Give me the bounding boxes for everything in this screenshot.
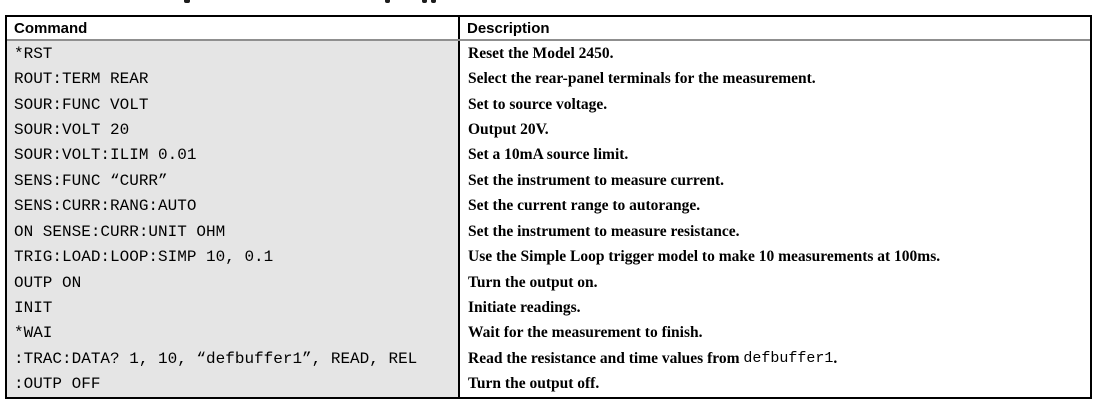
description-cell: Select the rear-panel terminals for the measurement. bbox=[460, 66, 1090, 91]
column-header-description: Description bbox=[467, 19, 550, 37]
command-cell: ON SENSE:CURR:UNIT OHM bbox=[7, 219, 460, 244]
description-cell: Set the current range to autorange. bbox=[460, 194, 1090, 219]
command-cell: SENS:CURR:RANG:AUTO bbox=[7, 194, 460, 219]
table-row bbox=[7, 117, 1090, 142]
description-cell: Turn the output off. bbox=[460, 371, 1090, 396]
cropped-caption-descender bbox=[385, 0, 390, 3]
table-row bbox=[7, 41, 1090, 66]
table-row bbox=[7, 295, 1090, 320]
command-cell: SOUR:VOLT 20 bbox=[7, 117, 460, 142]
cropped-caption-descender bbox=[422, 0, 427, 3]
table-row bbox=[7, 346, 1090, 371]
table-row bbox=[7, 244, 1090, 269]
description-cell: Reset the Model 2450. bbox=[460, 41, 1090, 66]
command-cell: *WAI bbox=[7, 321, 460, 346]
description-cell: Set the instrument to measure resistance. bbox=[460, 219, 1090, 244]
description-code: defbuffer1 bbox=[743, 350, 834, 368]
table-row bbox=[7, 143, 1090, 168]
description-text: . bbox=[833, 349, 838, 367]
command-cell: OUTP ON bbox=[7, 270, 460, 295]
description-cell: Set the instrument to measure current. bbox=[460, 168, 1090, 193]
table-header-row bbox=[7, 17, 1090, 41]
description-cell bbox=[460, 346, 1090, 371]
column-header-command: Command bbox=[7, 17, 460, 39]
description-text: Read the resistance and time values from bbox=[468, 349, 744, 367]
description-cell: Use the Simple Loop trigger model to make 10 measurements at 100ms. bbox=[460, 244, 1090, 269]
command-cell: SOUR:VOLT:ILIM 0.01 bbox=[7, 143, 460, 168]
description-cell: Initiate readings. bbox=[460, 295, 1090, 320]
table-row bbox=[7, 219, 1090, 244]
table-row bbox=[7, 194, 1090, 219]
table-row bbox=[7, 321, 1090, 346]
command-table bbox=[5, 15, 1092, 399]
table-row bbox=[7, 371, 1090, 396]
command-cell: :OUTP OFF bbox=[7, 371, 460, 396]
command-cell: :TRAC:DATA? 1, 10, “defbuffer1”, READ, REL bbox=[7, 346, 460, 371]
cropped-caption-descender bbox=[431, 0, 436, 3]
table-row bbox=[7, 168, 1090, 193]
description-cell: Wait for the measurement to finish. bbox=[460, 321, 1090, 346]
table-row bbox=[7, 66, 1090, 91]
table-row bbox=[7, 270, 1090, 295]
command-cell: ROUT:TERM REAR bbox=[7, 66, 460, 91]
cropped-caption-descender bbox=[184, 0, 190, 3]
table-body bbox=[7, 41, 1090, 397]
description-cell: Turn the output on. bbox=[460, 270, 1090, 295]
description-cell: Set to source voltage. bbox=[460, 92, 1090, 117]
command-cell: *RST bbox=[7, 41, 460, 66]
command-cell: INIT bbox=[7, 295, 460, 320]
command-cell: SOUR:FUNC VOLT bbox=[7, 92, 460, 117]
command-cell: TRIG:LOAD:LOOP:SIMP 10, 0.1 bbox=[7, 244, 460, 269]
description-cell: Set a 10mA source limit. bbox=[460, 143, 1090, 168]
description-cell: Output 20V. bbox=[460, 117, 1090, 142]
command-cell: SENS:FUNC “CURR” bbox=[7, 168, 460, 193]
table-row bbox=[7, 92, 1090, 117]
